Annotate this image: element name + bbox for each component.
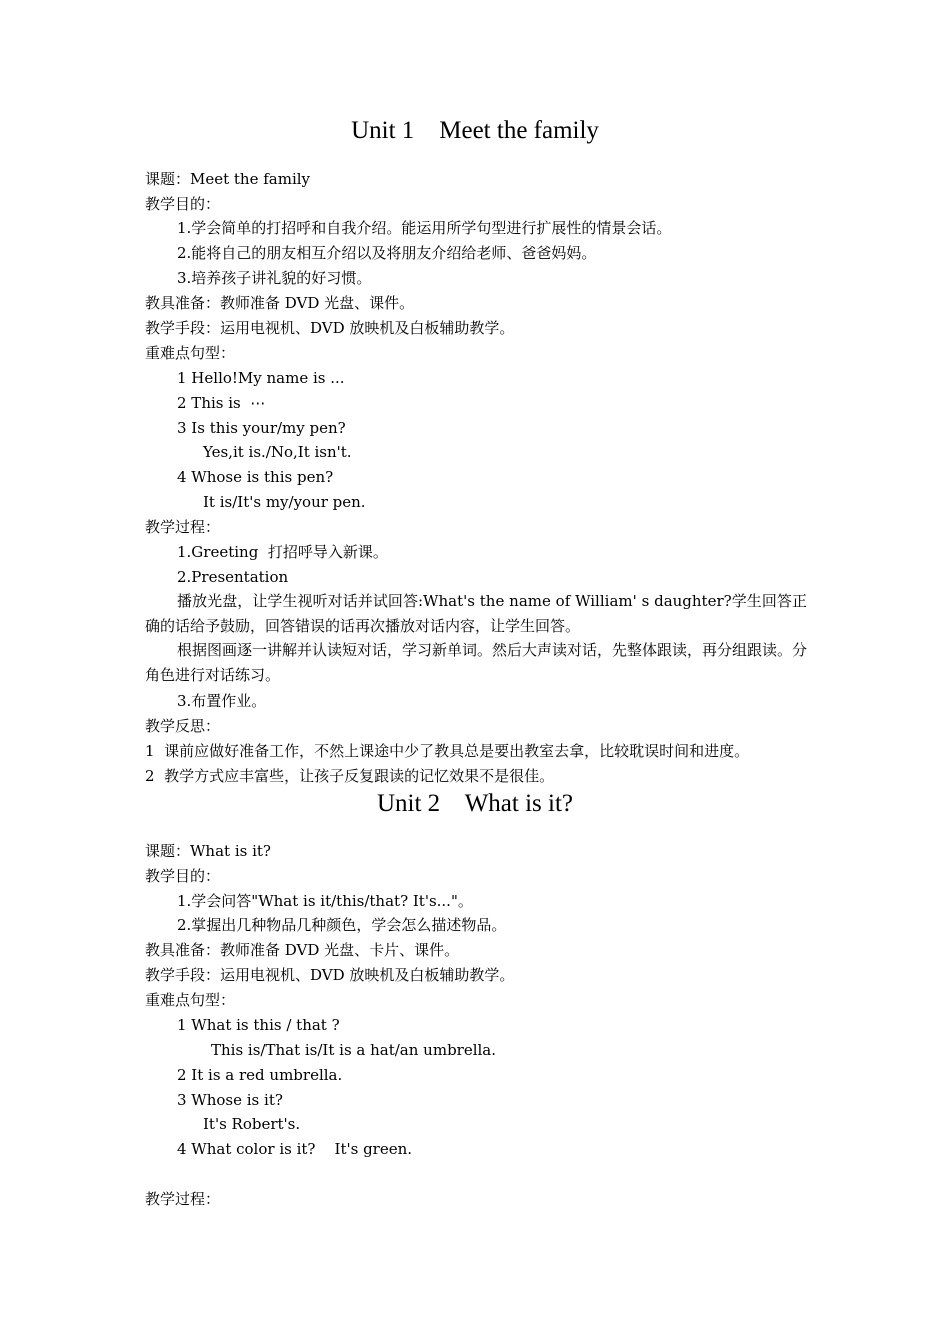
- unit2-title: Unit 2 What is it?: [376, 790, 574, 817]
- unit2-sentence: 2 It is a red umbrella.: [177, 1066, 343, 1084]
- unit1-sentence: 1 Hello!My name is ...: [177, 369, 345, 387]
- unit2-objective: 1.学会问答"What is it/this/that? It's..."。: [177, 892, 473, 910]
- unit1-process-step: 2.Presentation: [177, 568, 289, 586]
- unit1-objective: 2.能将自己的朋友相互介绍以及将朋友介绍给老师、爸爸妈妈。: [177, 244, 597, 262]
- unit2-materials: 教具准备：教师准备 DVD 光盘、卡片、课件。: [145, 941, 460, 959]
- unit2-methods: 教学手段：运用电视机、DVD 放映机及白板辅助教学。: [145, 966, 515, 984]
- unit2-key-sentences-label: 重难点句型：: [145, 991, 236, 1009]
- unit1-sentence: 2 This is ⋯: [177, 394, 266, 412]
- unit1-sentence-answer: Yes,it is./No,It isn't.: [203, 443, 352, 461]
- unit2-sentence: 3 Whose is it?: [177, 1091, 283, 1109]
- unit1-objective: 3.培养孩子讲礼貌的好习惯。: [177, 269, 372, 287]
- unit1-topic: 课题：Meet the family: [145, 170, 311, 188]
- unit1-sentence-answer: It is/It's my/your pen.: [203, 493, 366, 511]
- unit1-key-sentences-label: 重难点句型：: [145, 344, 236, 362]
- unit1-objectives-label: 教学目的：: [145, 195, 221, 213]
- unit2-objectives-label: 教学目的：: [145, 867, 221, 885]
- unit1-process-label: 教学过程：: [145, 518, 221, 536]
- unit1-homework: 3.布置作业。: [177, 692, 267, 710]
- unit2-process-label: 教学过程：: [145, 1190, 221, 1208]
- unit1-methods: 教学手段：运用电视机、DVD 放映机及白板辅助教学。: [145, 319, 515, 337]
- unit2-sentence: 4 What color is it? It's green.: [177, 1140, 413, 1158]
- unit2-topic: 课题：What is it?: [145, 842, 271, 860]
- unit1-materials: 教具准备：教师准备 DVD 光盘、课件。: [145, 294, 415, 312]
- unit1-reflection-item: 2 教学方式应丰富些，让孩子反复跟读的记忆效果不是很佳。: [145, 767, 555, 785]
- unit1-reflection-item: 1 课前应做好准备工作，不然上课途中少了教具总是要出教室去拿，比较耽误时间和进度。: [145, 742, 750, 760]
- unit1-sentence: 4 Whose is this pen?: [177, 468, 334, 486]
- unit1-process-step: 1.Greeting 打招呼导入新课。: [177, 543, 388, 561]
- unit1-reflection-label: 教学反思：: [145, 717, 221, 735]
- unit2-sentence-answer: It's Robert's.: [203, 1115, 301, 1133]
- unit1-paragraph-reading: 根据图画逐一讲解并认读短对话，学习新单词。然后大声读对话，先整体跟读，再分组跟读。分角色进行对话练习。: [145, 641, 808, 684]
- unit1-sentence: 3 Is this your/my pen?: [177, 419, 346, 437]
- unit2-sentence-answer: This is/That is/It is a hat/an umbrella.: [211, 1041, 497, 1059]
- unit1-objective: 1.学会简单的打招呼和自我介绍。能运用所学句型进行扩展性的情景会话。: [177, 219, 672, 237]
- unit1-paragraph-playback: 播放光盘，让学生视听对话并试回答:What's the name of William' s daughter?学生回答正确的话给予鼓励，回答错误的话再次播放对话内容，让学生回答。: [145, 592, 807, 635]
- unit2-objective: 2.掌握出几种物品几种颜色，学会怎么描述物品。: [177, 916, 507, 934]
- unit1-title: Unit 1 Meet the family: [351, 117, 599, 144]
- unit2-sentence: 1 What is this / that ?: [177, 1016, 340, 1034]
